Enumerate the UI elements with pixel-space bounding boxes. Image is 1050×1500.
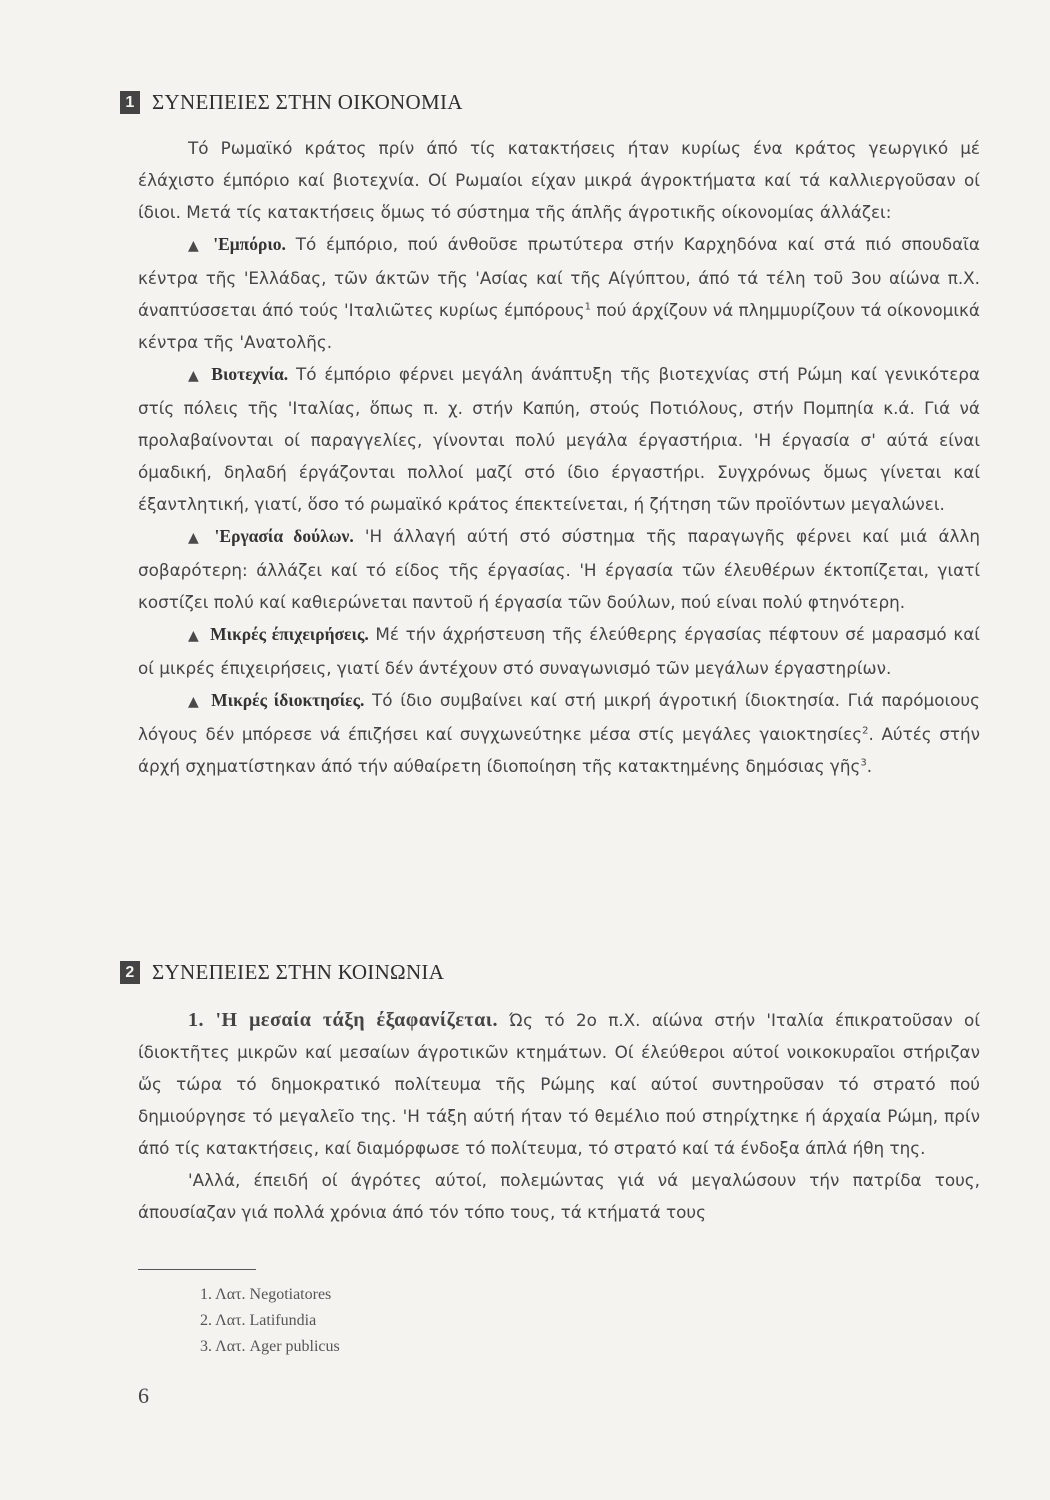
paragraph-small-property — [138, 684, 980, 782]
term-craft: Βιοτεχνία. — [211, 364, 289, 384]
small-business-text: Μέ τήν άχρήστευση τῆς έλεύθερης έργασίας πέφτουν σέ μαρασμό καί οί μικρές έπιχειρήσεις, γιατί δέν άντέχουν στό συναγωνισμό τῶν μεγάλων έργαστηρίων. — [138, 624, 980, 678]
small-property-text-c: . — [866, 756, 873, 776]
footnote-ref-3: 3 — [860, 757, 867, 769]
slaves-text: 'Η άλλαγή αύτή στό σύστημα τῆς παραγωγῆς φέρνει καί μιά άλλη σοβαρότερη: άλλάζει καί τό είδος τῆς έργασίας. 'Η έργασία τῶν έλευθέρων έκτοπίζεται, γιατί κοστίζει πολύ καί καθιερώνεται παντοῦ ή έργασία τῶν δούλων, πού είναι πολύ φτηνότερη. — [138, 526, 980, 612]
paragraph-middle-class — [138, 1004, 980, 1164]
section-2-number: 2 — [120, 961, 140, 984]
section-1-number: 1 — [120, 91, 140, 114]
footnotes — [200, 1282, 340, 1360]
section-1-body — [138, 132, 980, 782]
term-small-business: Μικρές έπιχειρήσεις. — [210, 624, 369, 644]
trade-text-a: Τό έμπόριο, πού άνθοῦσε πρωτύτερα στήν Καρχηδόνα καί στά πιό σπουδαῖα κέντρα τῆς 'Ελλάδας, τῶν άκτῶν τῆς 'Ασίας καί τῆς Αίγύπτου, άπό τά τέλη τοῦ 3ου αίώνα π.Χ. άναπτύσσεται άπό τούς 'Ιταλιῶτες κυρίως έμπόρους — [138, 234, 980, 320]
footnote-2: 2. Λατ. Latifundia — [200, 1312, 317, 1329]
section-2-body — [138, 1004, 980, 1228]
paragraph-small-business — [138, 618, 980, 684]
term-small-property: Μικρές ίδιοκτησίες. — [211, 690, 365, 710]
paragraph-slaves — [138, 520, 980, 618]
triangle-bullet-icon: ▲ — [188, 530, 205, 546]
term-middle-class: 1. 'Η μεσαία τάξη έξαφανίζεται. — [188, 1009, 498, 1031]
small-property-text-a: Τό ίδιο συμβαίνει καί στή μικρή άγροτική ίδιοκτησία. Γιά παρόμοιους λόγους δέν μπόρεσε νά έπιζήσει καί συγχωνεύτηκε μέσα στίς μεγάλες γαιοκτησίες — [138, 690, 980, 744]
footnote-ref-1: 1 — [584, 301, 591, 313]
footnote-ref-2: 2 — [862, 725, 869, 737]
small-property-text-b: . Αύτές στήν άρχή σχηματίστηκαν άπό τήν αύθαίρετη ίδιοποίηση τῆς κατακτημένης δημόσιας γῆς — [138, 724, 980, 776]
section-2-heading — [120, 960, 444, 985]
page-number: 6 — [138, 1383, 149, 1408]
paragraph-craft — [138, 358, 980, 520]
triangle-bullet-icon: ▲ — [188, 238, 204, 254]
term-slaves: 'Εργασία δούλων. — [214, 526, 354, 546]
footnote-divider — [138, 1269, 256, 1270]
triangle-bullet-icon: ▲ — [188, 628, 201, 644]
triangle-bullet-icon: ▲ — [188, 694, 202, 710]
footnote-1: 1. Λατ. Negotiatores — [200, 1286, 332, 1303]
term-trade: 'Εμπόριο. — [213, 234, 286, 254]
paragraph-continuation: 'Αλλά, έπειδή οί άγρότες αύτοί, πολεμώντας γιά νά μεγαλώσουν τήν πατρίδα τους, άπουσίαζαν γιά πολλά χρόνια άπό τόν τόπο τους, τά κτήματά τους — [138, 1170, 980, 1222]
footnote-3: 3. Λατ. Ager publicus — [200, 1338, 340, 1355]
section-1-intro: Τό Ρωμαϊκό κράτος πρίν άπό τίς κατακτήσεις ήταν κυρίως ένα κράτος γεωργικό μέ έλάχιστο έμπόριο καί βιοτεχνία. Οί Ρωμαίοι είχαν μικρά άγροκτήματα καί τά καλλιεργοῦσαν οί ίδιοι. Μετά τίς κατακτήσεις ὅμως τό σύστημα τῆς άπλῆς άγροτικῆς οίκονομίας άλλάζει: — [138, 138, 980, 222]
paragraph-trade — [138, 228, 980, 358]
triangle-bullet-icon: ▲ — [188, 368, 202, 384]
trade-text-b: πού άρχίζουν νά πλημμυρίζουν τά οίκονομικά κέντρα τῆς 'Ανατολῆς. — [138, 300, 980, 352]
craft-text: Τό έμπόριο φέρνει μεγάλη άνάπτυξη τῆς βιοτεχνίας στή Ρώμη καί γενικότερα στίς πόλεις τῆς 'Ιταλίας, ὅπως π. χ. στήν Καπύη, στούς Ποτιόλους, στήν Πομπηία κ.ά. Γιά νά προλαβαίνονται οί παραγγελίες, γίνονται πολύ μεγάλα έργαστήρια. 'Η έργασία σ' αύτά είναι όμαδική, δηλαδή έργάζονται πολλοί μαζί στό ίδιο έργαστήρι. Συγχρόνως ὅμως γίνεται καί έξαντλητική, γιατί, ὅσο τό ρωμαϊκό κράτος έπεκτείνεται, ή ζήτηση τῶν προϊόντων μεγαλώνει. — [138, 364, 980, 514]
middle-class-text: Ώς τό 2ο π.Χ. αίώνα στήν 'Ιταλία έπικρατοῦσαν οί ίδιοκτῆτες μικρῶν καί μεσαίων άγροτικῶν κτημάτων. Οί έλεύθεροι αύτοί νοικοκυραῖοι στήριζαν ὥς τώρα τό δημοκρατικό πολίτευμα τῆς Ρώμης καί αύτοί συντηροῦσαν τό στρατό πού δημιούργησε τό μεγαλεῖο της. 'Η τάξη αύτή ήταν τό θεμέλιο πού στηρίχτηκε ή άρχαία Ρώμη, πρίν άπό τίς κατακτήσεις, καί διαμόρφωσε τό πολίτευμα, τό στρατό καί τά ένδοξα άπλά ήθη της. — [138, 1010, 980, 1158]
section-2-title: ΣΥΝΕΠΕΙΕΣ ΣΤΗΝ ΚΟΙΝΩΝΙΑ — [152, 960, 445, 984]
section-1-heading — [120, 90, 463, 115]
section-1-title: ΣΥΝΕΠΕΙΕΣ ΣΤΗΝ ΟΙΚΟΝΟΜΙΑ — [152, 90, 463, 114]
